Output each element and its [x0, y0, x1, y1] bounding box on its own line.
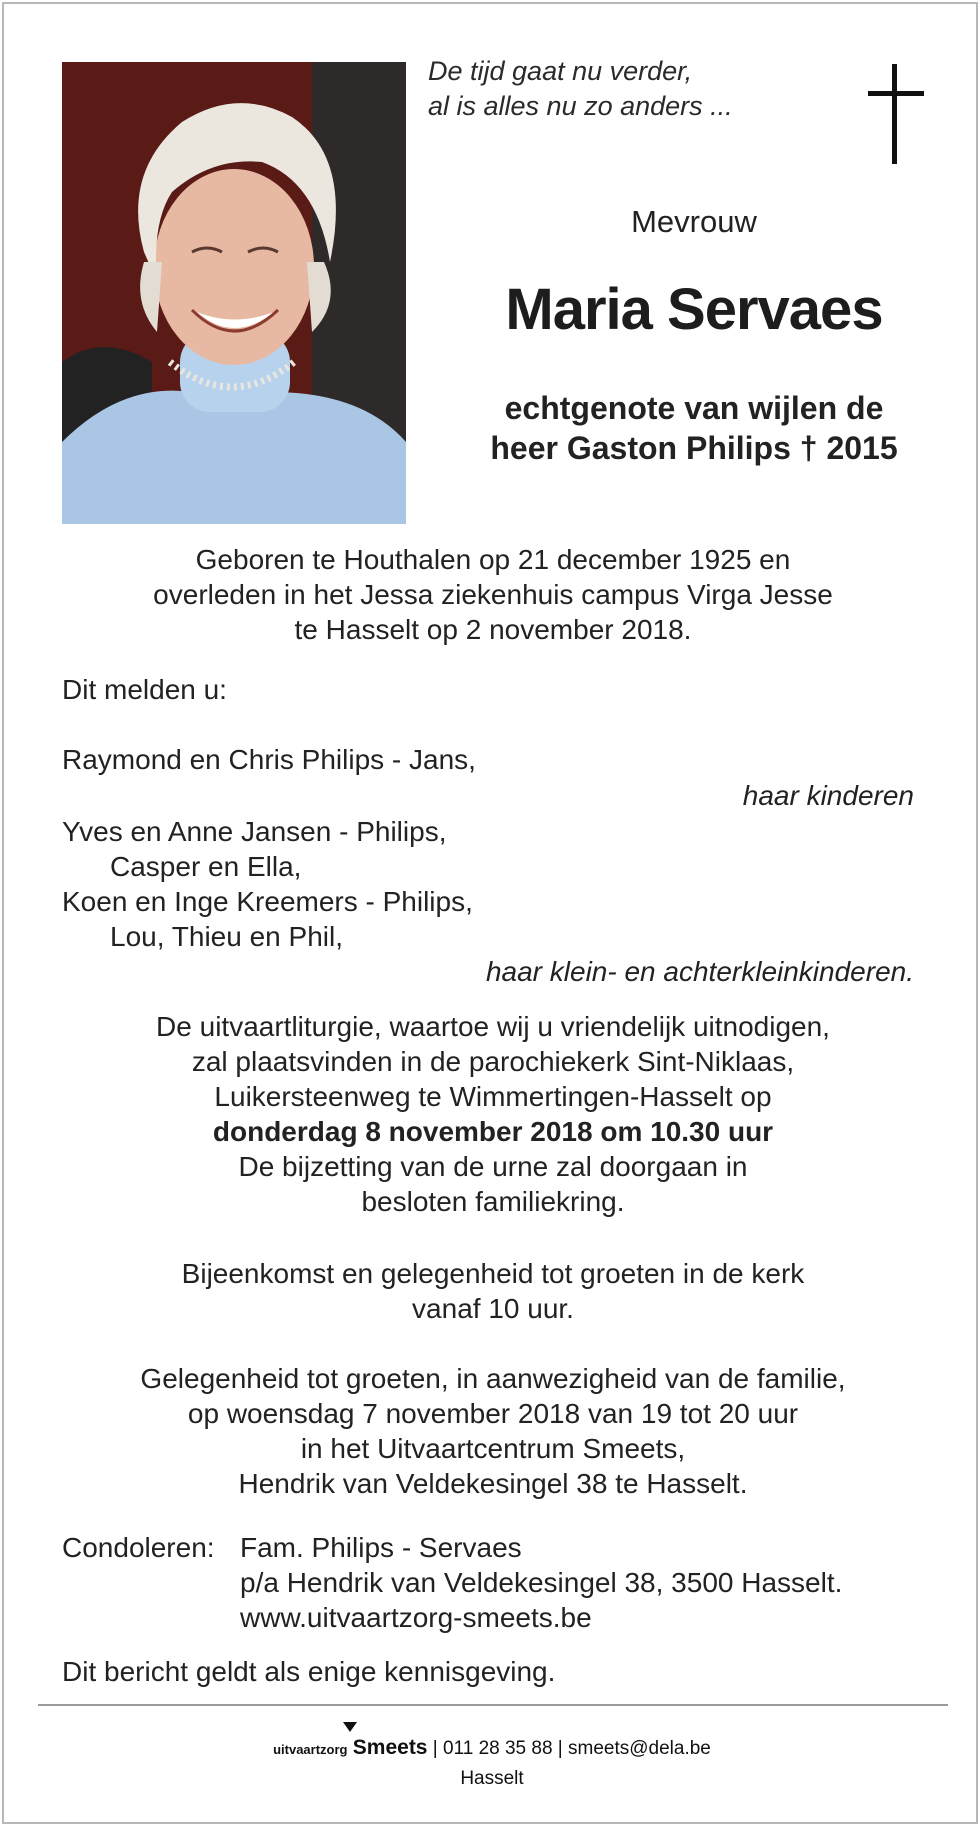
- visitation-line: op woensdag 7 november 2018 van 19 tot 20 uur: [187, 1398, 799, 1429]
- deceased-name: Maria Servaes: [505, 277, 883, 342]
- footer-city: Hasselt: [460, 1768, 524, 1789]
- visitation-line: Hendrik van Veldekesingel 38 te Hasselt.: [238, 1468, 748, 1499]
- birth-death-line: Geboren te Houthalen op 21 december 1925 en: [195, 544, 791, 575]
- condolences-website[interactable]: www.uitvaartzorg-smeets.be: [240, 1602, 592, 1633]
- spouse-line-2: heer Gaston Philips † 2015: [490, 430, 898, 466]
- honorific: Mevrouw: [631, 204, 757, 239]
- portrait-illustration: [62, 62, 406, 524]
- portrait-photo: [62, 62, 406, 524]
- children-role: haar kinderen: [742, 780, 914, 811]
- birth-death-paragraph: [62, 542, 924, 647]
- funeral-home-footer: [4, 1736, 980, 1760]
- announcers-intro: Dit melden u:: [62, 674, 227, 705]
- service-line: Luikersteenweg te Wimmertingen-Hasselt op: [214, 1081, 772, 1112]
- spouse-line-1: echtgenote van wijlen de: [504, 390, 884, 426]
- gathering-line: vanaf 10 uur.: [412, 1293, 574, 1324]
- condolences-address: p/a Hendrik van Veldekesingel 38, 3500 Hasselt.: [240, 1567, 843, 1598]
- grandchild-line: Yves en Anne Jansen - Philips,: [62, 816, 447, 847]
- service-line: De uitvaartliturgie, waartoe wij u vriendelijk uitnodigen,: [156, 1011, 830, 1042]
- service-line: besloten familiekring.: [361, 1186, 625, 1217]
- service-paragraph: [62, 1009, 924, 1219]
- footer-divider: [38, 1704, 948, 1706]
- footer-contact: | 011 28 35 88 | smeets@dela.be: [432, 1738, 711, 1759]
- gathering-paragraph: [62, 1256, 924, 1326]
- motto-line-1: De tijd gaat nu verder,: [428, 56, 693, 86]
- footer-brand-text: Smeets: [352, 1736, 428, 1759]
- condolences-label: Condoleren:: [62, 1532, 215, 1563]
- footer-prefix: uitvaartzorg: [273, 1742, 348, 1757]
- great-grandchild-line: Lou, Thieu en Phil,: [110, 921, 343, 952]
- children-line: Raymond en Chris Philips - Jans,: [62, 744, 476, 775]
- condolences-name: Fam. Philips - Servaes: [240, 1532, 522, 1563]
- brand-triangle-icon: [343, 1722, 357, 1732]
- gathering-line: Bijeenkomst en gelegenheid tot groeten in de kerk: [181, 1258, 805, 1289]
- visitation-line: Gelegenheid tot groeten, in aanwezigheid van de familie,: [140, 1363, 846, 1394]
- service-line: De bijzetting van de urne zal doorgaan in: [238, 1151, 748, 1182]
- grandchildren-role: haar klein- en achterkleinkinderen.: [485, 956, 914, 987]
- notice-text: Dit bericht geldt als enige kennisgeving.: [62, 1656, 556, 1687]
- obituary-card: [2, 2, 978, 1824]
- service-line: zal plaatsvinden in de parochiekerk Sint-Niklaas,: [191, 1046, 795, 1077]
- service-datetime: donderdag 8 november 2018 om 10.30 uur: [212, 1116, 774, 1147]
- visitation-line: in het Uitvaartcentrum Smeets,: [300, 1433, 686, 1464]
- birth-death-line: te Hasselt op 2 november 2018.: [294, 614, 692, 645]
- visitation-paragraph: [62, 1361, 924, 1501]
- birth-death-line: overleden in het Jessa ziekenhuis campus Virga Jesse: [153, 579, 833, 610]
- motto-line-2: al is alles nu zo anders ...: [428, 91, 733, 121]
- motto: [428, 54, 733, 124]
- grandchild-line: Koen en Inge Kreemers - Philips,: [62, 886, 473, 917]
- footer-brand: [353, 1736, 428, 1759]
- spouse-info: [414, 388, 974, 468]
- great-grandchild-line: Casper en Ella,: [110, 851, 302, 882]
- cross-icon: [868, 64, 924, 164]
